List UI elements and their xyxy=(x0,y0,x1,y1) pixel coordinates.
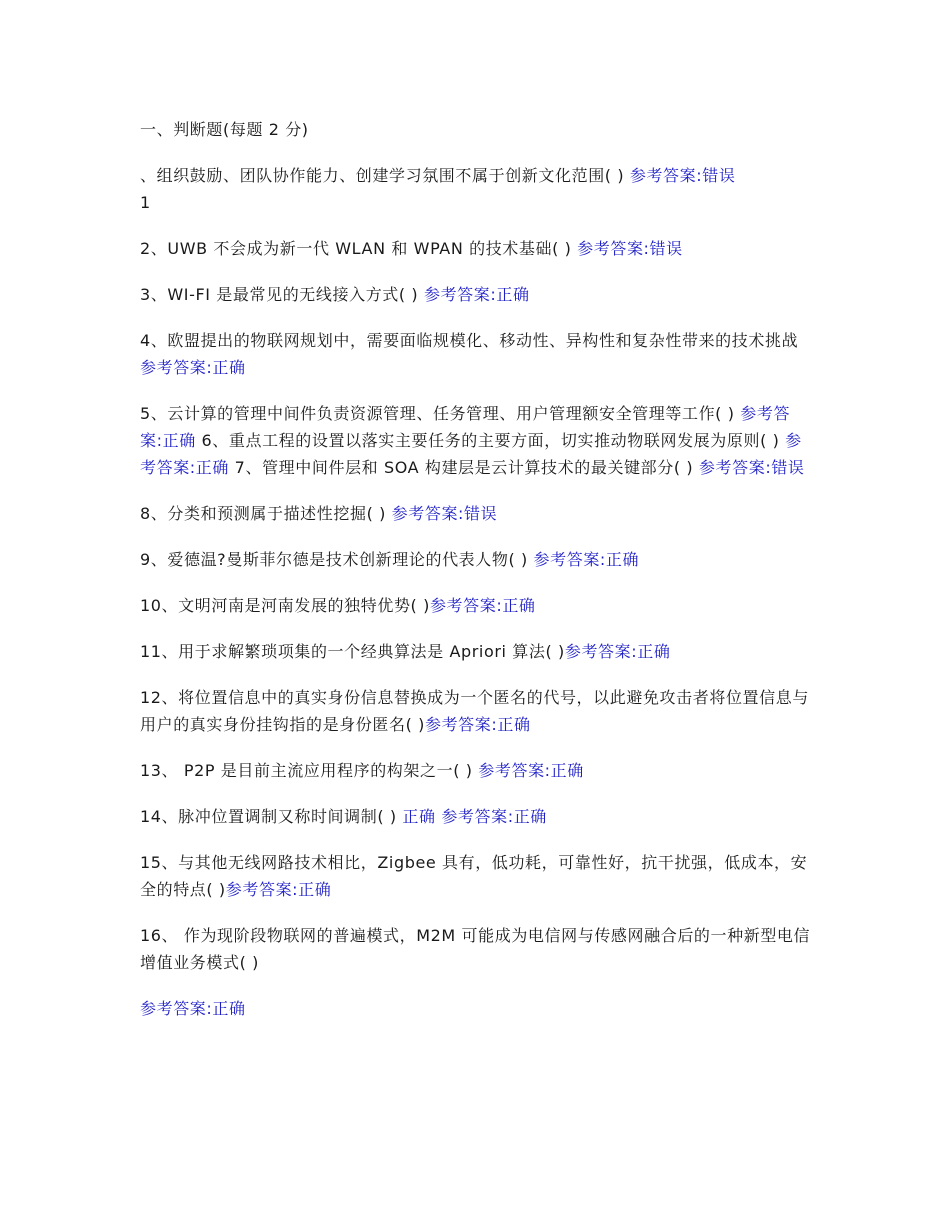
question-1 xyxy=(140,162,812,216)
answer-text: 参考答案:正确 xyxy=(423,285,530,304)
answer-text: 参考答案:错误 xyxy=(391,504,498,523)
answer-text: 参考答案:正确 xyxy=(140,431,802,477)
question-16 xyxy=(140,922,812,976)
question-text: 5、云计算的管理中间件负责资源管理、任务管理、用户管理额安全管理等工作( ) xyxy=(140,404,741,423)
answer-text: 参考答案:正确 xyxy=(225,880,332,899)
question-number-fragment: 1 xyxy=(140,193,151,212)
answer-text: 参考答案:正确 xyxy=(564,642,671,661)
question-text: 7、管理中间件层和 SOA 构建层是云计算技术的最关键部分( ) xyxy=(229,458,699,477)
question-14 xyxy=(140,803,812,830)
question-15 xyxy=(140,849,812,903)
question-13 xyxy=(140,757,812,784)
question-2 xyxy=(140,235,812,262)
answer-text: 参考答案:正确 xyxy=(424,715,531,734)
question-text: 11、用于求解繁琐项集的一个经典算法是 Apriori 算法( ) xyxy=(140,642,565,661)
question-12 xyxy=(140,684,812,738)
question-9 xyxy=(140,546,812,573)
question-11 xyxy=(140,638,812,665)
question-5-6-7 xyxy=(140,400,812,481)
answer-text: 参考答案:正确 xyxy=(429,596,536,615)
question-text: 2、UWB 不会成为新一代 WLAN 和 WPAN 的技术基础( ) xyxy=(140,239,578,258)
document-page xyxy=(140,116,812,1041)
question-8 xyxy=(140,500,812,527)
question-text: 12、将位置信息中的真实身份信息替换成为一个匿名的代号，以此避免攻击者将位置信息与用户的真实身份挂钩指的是身份匿名( ) xyxy=(140,688,809,734)
question-16-answer xyxy=(140,995,812,1022)
question-text: 6、重点工程的设置以落实主要任务的主要方面，切实推动物联网发展为原则( ) xyxy=(195,431,786,450)
question-text: 14、脉冲位置调制又称时间调制( ) xyxy=(140,807,403,826)
question-text: 4、欧盟提出的物联网规划中，需要面临规模化、移动性、异构性和复杂性带来的技术挑战 xyxy=(140,331,799,350)
question-4 xyxy=(140,327,812,381)
section-heading: 一、判断题(每题 2 分) xyxy=(140,120,309,139)
question-text: 、组织鼓励、团队协作能力、创建学习氛围不属于创新文化范围( ) xyxy=(140,166,630,185)
inline-answer-text: 正确 xyxy=(402,807,436,826)
answer-text: 参考答案:错误 xyxy=(577,239,683,258)
answer-text: 参考答案:正确 xyxy=(140,358,246,377)
question-text: 3、WI-FI 是最常见的无线接入方式( ) xyxy=(140,285,424,304)
answer-text: 参考答案:正确 xyxy=(478,761,584,780)
answer-text: 参考答案:错误 xyxy=(698,458,805,477)
answer-text: 参考答案:正确 xyxy=(140,404,791,450)
question-text: 13、 P2P 是目前主流应用程序的构架之一( ) xyxy=(140,761,479,780)
question-text: 9、爱德温?曼斯菲尔德是技术创新理论的代表人物( ) xyxy=(140,550,534,569)
question-text: 16、 作为现阶段物联网的普遍模式，M2M 可能成为电信网与传感网融合后的一种新型电信增值业务模式( ) xyxy=(140,926,811,972)
question-text: 8、分类和预测属于描述性挖掘( ) xyxy=(140,504,392,523)
question-text: 15、与其他无线网路技术相比，Zigbee 具有，低功耗，可靠性好，抗干扰强，低成本，安全的特点( ) xyxy=(140,853,808,899)
question-10 xyxy=(140,592,812,619)
question-text: 10、文明河南是河南发展的独特优势( ) xyxy=(140,596,430,615)
answer-text: 参考答案:正确 xyxy=(140,999,246,1018)
question-3 xyxy=(140,281,812,308)
answer-text: 参考答案:正确 xyxy=(533,550,640,569)
answer-text: 参考答案:正确 xyxy=(441,807,547,826)
answer-text: 参考答案:错误 xyxy=(629,166,736,185)
